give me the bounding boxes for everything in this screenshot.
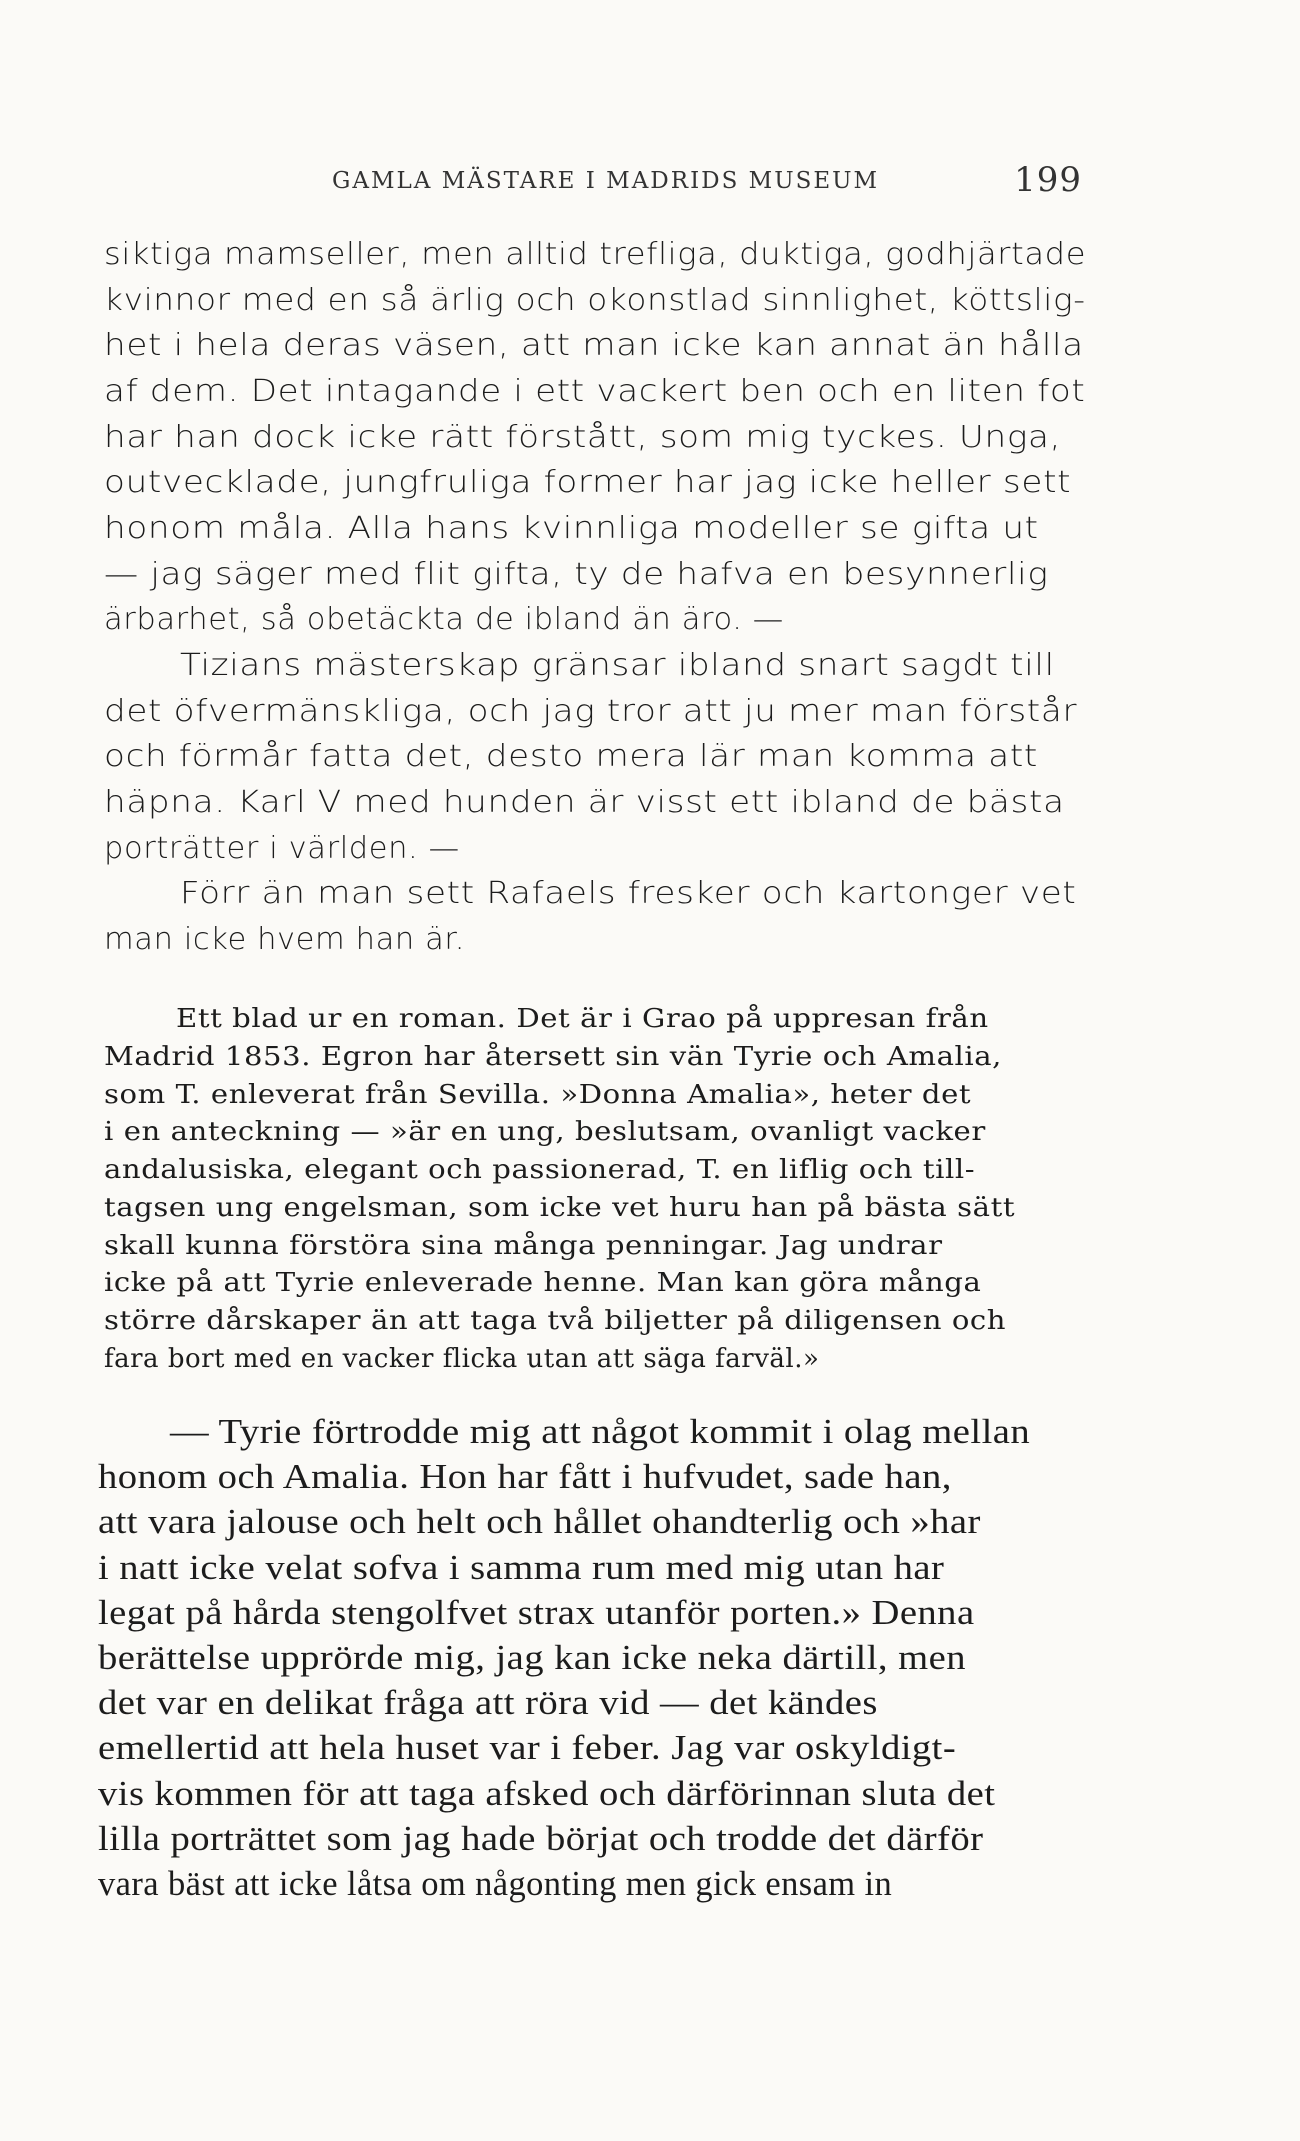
- text-line: har han dock icke rätt förstått, som mig tyckes. Unga,: [104, 420, 1062, 455]
- text-line: Förr än man sett Rafaels fresker och kartonger vet: [180, 876, 1077, 911]
- page-number: 199: [1014, 160, 1082, 200]
- text-line: ärbarhet, så obetäckta de ibland än äro. —: [104, 602, 784, 637]
- running-title: GAMLA MÄSTARE I MADRIDS MUSEUM: [332, 168, 880, 194]
- text-line: andalusiska, elegant och passionerad, T. en liflig och till-: [104, 1155, 976, 1185]
- text-line: det var en delikat fråga att röra vid — det kändes: [98, 1684, 878, 1722]
- text-line: häpna. Karl V med hunden är visst ett ibland de bästa: [104, 785, 1065, 820]
- text-line: Madrid 1853. Egron har återsett sin vän Tyrie och Amalia,: [104, 1042, 1002, 1072]
- text-line: som T. enleverat från Sevilla. »Donna Amalia», heter det: [104, 1080, 972, 1110]
- text-line: vara bäst att icke låtsa om någonting men gick ensam in: [98, 1865, 893, 1903]
- page-header: [332, 160, 1082, 208]
- text-line: vis kommen för att taga afsked och därförinnan sluta det: [98, 1775, 996, 1813]
- text-line: i natt icke velat sofva i samma rum med mig utan har: [98, 1549, 945, 1587]
- text-line: och förmår fatta det, desto mera lär man komma att: [104, 739, 1038, 774]
- text-line: skall kunna förstöra sina många penningar. Jag undrar: [104, 1231, 943, 1261]
- text-line: icke på att Tyrie enleverade henne. Man kan göra många: [104, 1268, 982, 1298]
- text-line: — Tyrie förtrodde mig att något kommit i olag mellan: [170, 1413, 1031, 1451]
- text-line: fara bort med en vacker flicka utan att säga farväl.»: [104, 1344, 820, 1374]
- text-line: berättelse upprörde mig, jag kan icke neka därtill, men: [98, 1639, 966, 1677]
- text-line: att vara jalouse och helt och hållet ohandterlig och »har: [98, 1503, 981, 1541]
- text-line: het i hela deras väsen, att man icke kan annat än hålla: [104, 328, 1084, 363]
- text-line: Ett blad ur en roman. Det är i Grao på uppresan från: [176, 1004, 989, 1034]
- text-line: outvecklade, jungfruliga former har jag icke heller sett: [104, 465, 1072, 500]
- text-line: större dårskaper än att taga två biljetter på diligensen och: [104, 1306, 1007, 1336]
- text-line: emellertid att hela huset var i feber. Jag var oskyldigt-: [98, 1729, 957, 1767]
- text-line: i en anteckning — »är en ung, beslutsam, ovanligt vacker: [104, 1117, 986, 1147]
- text-line: man icke hvem han är.: [104, 922, 466, 957]
- text-line: tagsen ung engelsman, som icke vet huru han på bästa sätt: [104, 1193, 1016, 1223]
- text-line: det öfvermänskliga, och jag tror att ju mer man förstår: [104, 694, 1078, 729]
- text-line: legat på hårda stengolfvet strax utanför porten.» Denna: [98, 1594, 975, 1632]
- text-line: porträtter i världen. —: [104, 831, 460, 866]
- text-line: af dem. Det intagande i ett vackert ben och en liten fot: [104, 374, 1086, 409]
- text-line: lilla porträttet som jag hade börjat och trodde det därför: [98, 1820, 984, 1858]
- text-line: siktiga mamseller, men alltid trefliga, duktiga, godhjärtade: [104, 237, 1087, 272]
- text-line: honom måla. Alla hans kvinnliga modeller se gifta ut: [104, 511, 1039, 546]
- text-line: kvinnor med en så ärlig och okonstlad sinnlighet, köttslig-: [104, 283, 1086, 318]
- text-line: Tizians mästerskap gränsar ibland snart sagdt till: [180, 648, 1055, 683]
- text-line: — jag säger med flit gifta, ty de hafva en besynnerlig: [104, 557, 1049, 592]
- text-line: honom och Amalia. Hon har fått i hufvudet, sade han,: [98, 1458, 952, 1496]
